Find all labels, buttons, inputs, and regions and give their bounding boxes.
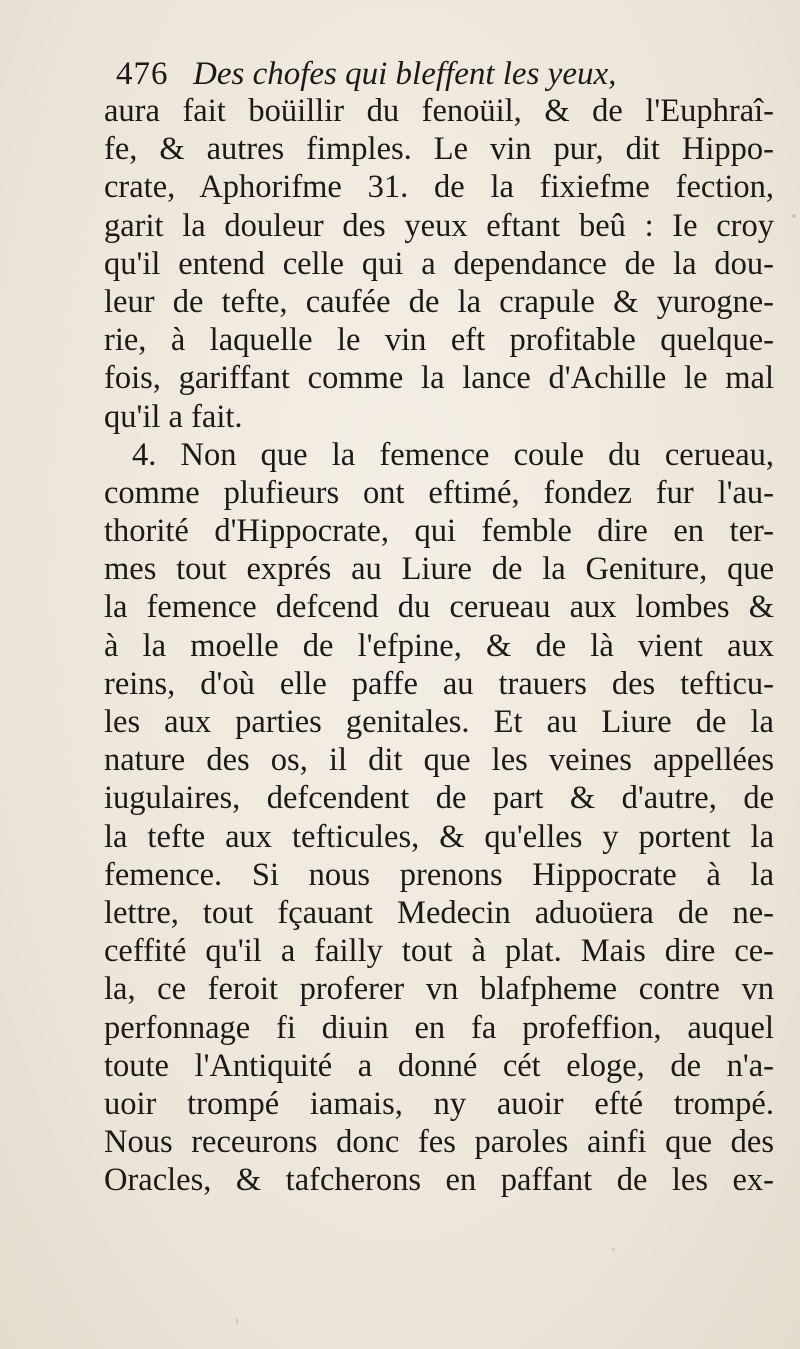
paper-speck xyxy=(792,214,796,218)
text-line: comme plufieurs ont eftimé, fondez fur l'au- xyxy=(104,474,774,511)
running-title: Des chofes qui bleffent les yeux, xyxy=(193,56,617,92)
text-line: fois, gariffant comme la lance d'Achille le mal xyxy=(104,360,774,397)
page-header xyxy=(116,48,756,98)
text-line: perfonnage fi diuin en fa profeffion, auquel xyxy=(104,1009,774,1046)
paragraph-start-line: 4. Non que la femence coule du cerueau, xyxy=(132,436,774,473)
page-number: 476 xyxy=(116,56,169,92)
text-line: reins, d'où elle paffe au trauers des tefticu- xyxy=(104,665,774,702)
text-line: aura fait boüillir du fenoüil, & de l'Euphraî- xyxy=(104,93,774,129)
paper-speck xyxy=(236,1318,238,1324)
text-line: fe, & autres fimples. Le vin pur, dit Hippo- xyxy=(104,131,774,168)
text-line: nature des os, il dit que les veines appellées xyxy=(104,742,774,779)
text-line: uoir trompé iamais, ny auoir efté trompé. xyxy=(104,1085,774,1122)
text-line: rie, à laquelle le vin eft profitable quelque- xyxy=(104,322,774,359)
text-line: garit la douleur des yeux eftant beû : Ie croy xyxy=(104,207,774,244)
text-line: leur de tefte, caufée de la crapule & yurogne- xyxy=(104,283,774,320)
text-line: qu'il entend celle qui a dependance de la dou- xyxy=(104,245,774,282)
text-line: à la moelle de l'efpine, & de là vient aux xyxy=(104,627,774,664)
text-line: iugulaires, defcendent de part & d'autre, de xyxy=(104,780,774,817)
text-line: les aux parties genitales. Et au Liure de la xyxy=(104,704,774,740)
body-text xyxy=(104,92,774,1199)
text-line: lettre, tout fçauant Medecin aduoüera de ne- xyxy=(104,894,774,931)
text-line: Oracles, & tafcherons en paffant de les ex- xyxy=(104,1162,774,1199)
text-line: la, ce feroit proferer vn blafpheme contre vn xyxy=(104,971,774,1008)
text-line: la tefte aux tefticules, & qu'elles y portent la xyxy=(104,818,774,855)
text-line: crate, Aphorifme 31. de la fixiefme fection, xyxy=(104,169,774,206)
text-line: Nous receurons donc fes paroles ainfi que des xyxy=(104,1124,774,1161)
text-line: qu'il a fait. xyxy=(104,398,243,435)
paper-speck xyxy=(612,1248,615,1251)
text-line: toute l'Antiquité a donné cét eloge, de n'a- xyxy=(104,1047,774,1084)
text-line: ceffité qu'il a failly tout à plat. Mais dire ce- xyxy=(104,933,774,970)
text-line: la femence defcend du cerueau aux lombes & xyxy=(104,589,774,626)
text-line: thorité d'Hippocrate, qui femble dire en ter- xyxy=(104,513,774,550)
text-line: mes tout exprés au Liure de la Geniture, que xyxy=(104,551,774,588)
text-line: femence. Si nous prenons Hippocrate à la xyxy=(104,856,774,893)
